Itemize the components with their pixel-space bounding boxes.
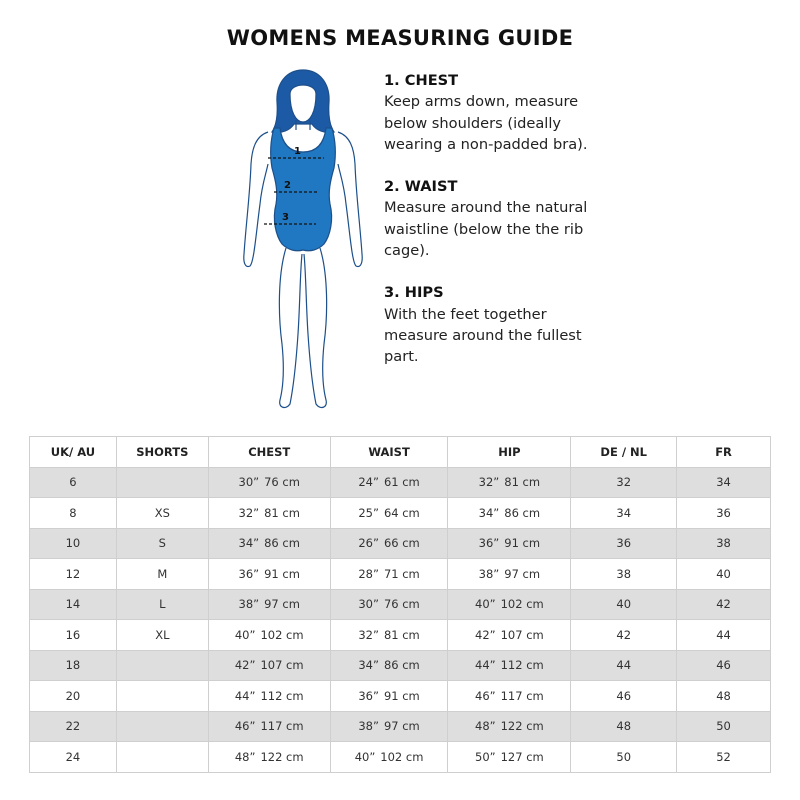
- chest-cell: [208, 711, 330, 742]
- cell-value: 16: [65, 627, 81, 642]
- cm-value: 112 cm: [500, 658, 544, 673]
- cm-value: 81 cm: [504, 475, 541, 490]
- cell-value: 12: [65, 566, 81, 581]
- cm-value: 64 cm: [383, 505, 420, 520]
- chest-cell: [208, 559, 330, 590]
- fr-cell: [677, 559, 771, 590]
- step-heading: 3. HIPS: [384, 284, 444, 302]
- inch-value: 42”: [475, 627, 496, 642]
- waist-cell: [330, 559, 448, 590]
- hip-cell: [448, 620, 571, 651]
- waist-cell: [330, 650, 448, 681]
- shorts-cell: [116, 650, 208, 681]
- uk-au-cell: [30, 528, 117, 559]
- cell-value: 14: [65, 597, 81, 612]
- size-chart-table: [29, 436, 771, 773]
- chest-cell: [208, 528, 330, 559]
- inch-value: 44”: [234, 688, 256, 703]
- inch-value: 32”: [238, 505, 260, 520]
- inch-value: 26”: [358, 536, 379, 551]
- cm-value: 86 cm: [383, 658, 420, 673]
- table-row: [30, 620, 771, 651]
- cell-value: M: [157, 566, 168, 581]
- cm-value: 97 cm: [383, 719, 420, 734]
- uk-au-cell: [30, 711, 117, 742]
- hip-cell: [448, 498, 571, 529]
- cell-value: S: [158, 536, 166, 551]
- uk-au-cell: [30, 681, 117, 712]
- inch-value: 50”: [475, 749, 496, 764]
- uk-au-cell: [30, 559, 117, 590]
- hip-cell: [448, 589, 571, 620]
- table-row: [30, 742, 771, 773]
- cell-value: 52: [716, 749, 731, 764]
- page-title: WOMENS MEASURING GUIDE: [226, 26, 574, 50]
- inch-value: 38”: [358, 719, 379, 734]
- cm-value: 86 cm: [264, 536, 300, 551]
- cm-value: 117 cm: [500, 688, 544, 703]
- cell-value: 24: [65, 749, 81, 764]
- table-row: [30, 711, 771, 742]
- cell-value: 50: [616, 749, 632, 764]
- inch-value: 48”: [234, 749, 256, 764]
- cell-value: 46: [716, 658, 731, 673]
- column-header-shorts: SHORTS: [116, 437, 208, 468]
- shorts-cell: [116, 681, 208, 712]
- cell-value: 36: [716, 505, 731, 520]
- cell-value: 44: [716, 627, 731, 642]
- chest-cell: [208, 498, 330, 529]
- shorts-cell: [116, 559, 208, 590]
- uk-au-cell: [30, 620, 117, 651]
- cm-value: 81 cm: [383, 627, 420, 642]
- fr-cell: [677, 742, 771, 773]
- inch-value: 24”: [358, 475, 379, 490]
- table-row: [30, 559, 771, 590]
- step-chest: [384, 70, 594, 155]
- cell-value: 48: [616, 719, 632, 734]
- fr-cell: [677, 620, 771, 651]
- hip-cell: [448, 742, 571, 773]
- inch-value: 38”: [478, 566, 500, 581]
- column-header-de-nl: DE / NL: [571, 437, 677, 468]
- inch-value: 46”: [234, 719, 256, 734]
- cell-value: 36: [616, 536, 632, 551]
- hip-cell: [448, 559, 571, 590]
- step-text: Measure around the natural waistline (below the the rib cage).: [384, 199, 588, 260]
- body-figure-illustration: [238, 64, 368, 414]
- cm-value: 81 cm: [264, 505, 300, 520]
- cell-value: 40: [616, 597, 632, 612]
- cell-value: 38: [716, 536, 731, 551]
- waist-cell: [330, 742, 448, 773]
- hip-cell: [448, 681, 571, 712]
- inch-value: 44”: [475, 658, 496, 673]
- step-text: Keep arms down, measure below shoulders (ideally wearing a non-padded bra).: [384, 93, 588, 153]
- cell-value: 44: [616, 658, 632, 673]
- de-nl-cell: [571, 681, 677, 712]
- measuring-instructions: [384, 70, 594, 389]
- cell-value: 8: [69, 505, 77, 520]
- inch-value: 34”: [478, 505, 500, 520]
- shorts-cell: [116, 742, 208, 773]
- inch-value: 34”: [238, 536, 260, 551]
- cm-value: 122 cm: [500, 719, 544, 734]
- cm-value: 97 cm: [264, 597, 300, 612]
- inch-value: 30”: [238, 475, 260, 490]
- table-row: [30, 681, 771, 712]
- inch-value: 46”: [475, 688, 496, 703]
- cell-value: 46: [616, 688, 632, 703]
- de-nl-cell: [571, 498, 677, 529]
- cell-value: 48: [716, 688, 731, 703]
- cell-value: 10: [65, 536, 81, 551]
- fr-cell: [677, 467, 771, 498]
- cm-value: 117 cm: [260, 719, 304, 734]
- fr-cell: [677, 650, 771, 681]
- de-nl-cell: [571, 467, 677, 498]
- waist-cell: [330, 711, 448, 742]
- cell-value: 6: [69, 475, 77, 490]
- inch-value: 36”: [358, 688, 379, 703]
- cell-value: 42: [616, 627, 632, 642]
- cell-value: L: [159, 597, 166, 612]
- cm-value: 61 cm: [383, 475, 420, 490]
- chest-cell: [208, 467, 330, 498]
- de-nl-cell: [571, 711, 677, 742]
- step-heading: 2. WAIST: [384, 178, 458, 196]
- de-nl-cell: [571, 742, 677, 773]
- uk-au-cell: [30, 650, 117, 681]
- column-header-waist: WAIST: [330, 437, 448, 468]
- inch-value: 30”: [358, 597, 379, 612]
- step-hips: [384, 282, 594, 367]
- hip-cell: [448, 711, 571, 742]
- chest-cell: [208, 681, 330, 712]
- chest-cell: [208, 589, 330, 620]
- cell-value: 22: [65, 719, 81, 734]
- de-nl-cell: [571, 620, 677, 651]
- fr-cell: [677, 681, 771, 712]
- chest-cell: [208, 620, 330, 651]
- table-row: [30, 498, 771, 529]
- table-row: [30, 650, 771, 681]
- step-waist: [384, 176, 594, 261]
- column-header-hip: HIP: [448, 437, 571, 468]
- table-row: [30, 589, 771, 620]
- inch-value: 40”: [354, 749, 376, 764]
- shorts-cell: [116, 589, 208, 620]
- chest-cell: [208, 742, 330, 773]
- inch-value: 36”: [238, 566, 260, 581]
- fr-cell: [677, 711, 771, 742]
- chest-marker: 1: [294, 146, 301, 157]
- cell-value: 20: [65, 688, 81, 703]
- de-nl-cell: [571, 589, 677, 620]
- cm-value: 102 cm: [500, 597, 544, 612]
- shorts-cell: [116, 528, 208, 559]
- fr-cell: [677, 589, 771, 620]
- cm-value: 107 cm: [260, 658, 304, 673]
- uk-au-cell: [30, 589, 117, 620]
- shorts-cell: [116, 498, 208, 529]
- waist-cell: [330, 620, 448, 651]
- fr-cell: [677, 498, 771, 529]
- cell-value: XS: [154, 505, 170, 520]
- cm-value: 91 cm: [383, 688, 420, 703]
- cm-value: 76 cm: [383, 597, 420, 612]
- cm-value: 102 cm: [380, 749, 424, 764]
- waist-cell: [330, 467, 448, 498]
- cm-value: 76 cm: [264, 475, 300, 490]
- de-nl-cell: [571, 559, 677, 590]
- table-row: [30, 528, 771, 559]
- inch-value: 40”: [234, 627, 256, 642]
- inch-value: 32”: [478, 475, 500, 490]
- inch-value: 36”: [478, 536, 500, 551]
- chest-cell: [208, 650, 330, 681]
- table-row: [30, 467, 771, 498]
- shorts-cell: [116, 711, 208, 742]
- cm-value: 107 cm: [500, 627, 544, 642]
- fr-cell: [677, 528, 771, 559]
- waist-cell: [330, 528, 448, 559]
- inch-value: 25”: [358, 505, 379, 520]
- inch-value: 48”: [475, 719, 496, 734]
- cm-value: 66 cm: [383, 536, 420, 551]
- table-header-row: [30, 437, 771, 468]
- hip-cell: [448, 650, 571, 681]
- cm-value: 86 cm: [504, 505, 541, 520]
- inch-value: 42”: [234, 658, 256, 673]
- cm-value: 112 cm: [260, 688, 304, 703]
- cell-value: 38: [616, 566, 632, 581]
- column-header-uk-au: UK/ AU: [30, 437, 117, 468]
- waist-marker: 2: [284, 180, 291, 191]
- cm-value: 127 cm: [500, 749, 544, 764]
- uk-au-cell: [30, 498, 117, 529]
- cell-value: 18: [65, 658, 81, 673]
- cell-value: 34: [616, 505, 632, 520]
- inch-value: 38”: [238, 597, 260, 612]
- column-header-fr: FR: [677, 437, 771, 468]
- cm-value: 71 cm: [383, 566, 420, 581]
- uk-au-cell: [30, 467, 117, 498]
- cm-value: 102 cm: [260, 627, 304, 642]
- cm-value: 97 cm: [504, 566, 541, 581]
- cell-value: 32: [616, 475, 632, 490]
- column-header-chest: CHEST: [208, 437, 330, 468]
- cell-value: 50: [716, 719, 731, 734]
- waist-cell: [330, 498, 448, 529]
- uk-au-cell: [30, 742, 117, 773]
- cm-value: 122 cm: [260, 749, 304, 764]
- hip-cell: [448, 528, 571, 559]
- inch-value: 40”: [475, 597, 496, 612]
- inch-value: 34”: [358, 658, 379, 673]
- cell-value: XL: [155, 627, 170, 642]
- cell-value: 42: [716, 597, 731, 612]
- inch-value: 32”: [358, 627, 379, 642]
- cm-value: 91 cm: [264, 566, 300, 581]
- de-nl-cell: [571, 650, 677, 681]
- waist-cell: [330, 681, 448, 712]
- inch-value: 28”: [358, 566, 379, 581]
- de-nl-cell: [571, 528, 677, 559]
- hips-marker: 3: [282, 212, 289, 223]
- shorts-cell: [116, 467, 208, 498]
- cell-value: 40: [716, 566, 731, 581]
- step-heading: 1. CHEST: [384, 72, 459, 89]
- step-text: With the feet together measure around the fullest part.: [384, 305, 582, 366]
- cm-value: 91 cm: [504, 536, 541, 551]
- shorts-cell: [116, 620, 208, 651]
- waist-cell: [330, 589, 448, 620]
- hip-cell: [448, 467, 571, 498]
- cell-value: 34: [716, 475, 731, 490]
